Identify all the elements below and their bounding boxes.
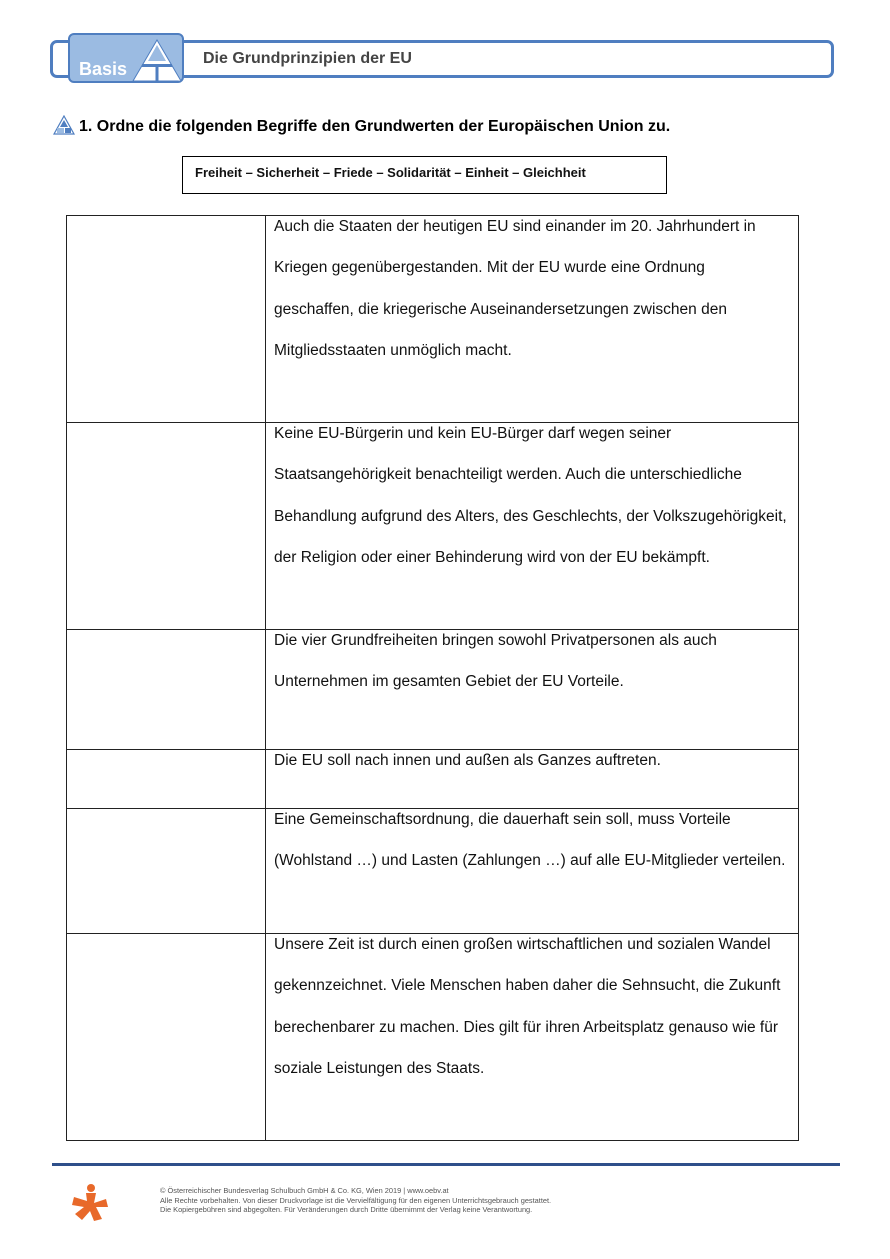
description-cell	[266, 934, 799, 1141]
description-cell	[266, 423, 799, 630]
task-pyramid-icon	[53, 115, 75, 135]
description-text: Die vier Grundfreiheiten bringen sowohl Privatpersonen als auch Unternehmen im gesamten Gebiet der EU Vorteile.	[274, 632, 717, 691]
description-text: Unsere Zeit ist durch einen großen wirtschaftlichen und sozialen Wandel gekennzeichnet. Viele Menschen haben daher die Sehnsucht, die Zukunft berechenbarer zu machen. Dies gilt für ihren Arbeitsplatz genauso wie für soziale Leistungen des Staats.	[274, 936, 781, 1077]
description-cell	[266, 630, 799, 750]
footer-line-2: Alle Rechte vorbehalten. Von dieser Druckvorlage ist die Vervielfältigung für den eigenen Unterrichtsgebrauch gestattet.	[160, 1195, 552, 1205]
pyramid-logo-icon	[130, 37, 184, 83]
description-text: Auch die Staaten der heutigen EU sind einander im 20. Jahrhundert in Kriegen gegenübergestanden. Mit der EU wurde eine Ordnung geschaffen, die kriegerische Auseinandersetzungen zwischen den Mitgliedsstaaten unmöglich macht.	[274, 218, 756, 359]
exercise-table	[66, 215, 799, 1141]
table-row	[67, 630, 799, 750]
description-cell	[266, 216, 799, 423]
task-title: 1. Ordne die folgenden Begriffe den Grundwerten der Europäischen Union zu.	[79, 118, 671, 135]
answer-cell[interactable]	[67, 934, 266, 1141]
description-text: Eine Gemeinschaftsordnung, die dauerhaft sein soll, muss Vorteile (Wohlstand …) und Lasten (Zahlungen …) auf alle EU-Mitglieder verteilen.	[274, 811, 786, 870]
description-text: Keine EU-Bürgerin und kein EU-Bürger darf wegen seiner Staatsangehörigkeit benachteiligt werden. Auch die unterschiedliche Behandlung aufgrund des Alters, des Geschlechts, der Volkszugehörigkeit, der Religion oder einer Behinderung wird von der EU bekämpft.	[274, 425, 787, 566]
page-title: Die Grundprinzipien der EU	[203, 50, 412, 67]
answer-cell[interactable]	[67, 750, 266, 809]
footer-copyright	[160, 1186, 551, 1215]
terms-box	[182, 156, 667, 194]
answer-cell[interactable]	[67, 809, 266, 934]
publisher-logo-icon	[70, 1183, 110, 1223]
table-row	[67, 934, 799, 1141]
footer-line-3: Die Kopiergebühren sind abgegolten. Für Veränderungen durch Dritte übernimmt der Verlag keine Verantwortung.	[160, 1205, 533, 1214]
table-row	[67, 423, 799, 630]
answer-cell[interactable]	[67, 423, 266, 630]
terms-list: Freiheit – Sicherheit – Friede – Solidarität – Einheit – Gleichheit	[195, 165, 586, 180]
table-row	[67, 809, 799, 934]
level-badge	[68, 33, 184, 83]
answer-cell[interactable]	[67, 216, 266, 423]
description-cell	[266, 809, 799, 934]
description-text: Die EU soll nach innen und außen als Ganzes auftreten.	[274, 752, 661, 769]
badge-label: Basis	[79, 59, 128, 79]
table-row	[67, 216, 799, 423]
footer-line-1: © Österreichischer Bundesverlag Schulbuch GmbH & Co. KG, Wien 2019 | www.oebv.at	[160, 1186, 449, 1195]
answer-cell[interactable]	[67, 630, 266, 750]
footer-divider	[52, 1163, 840, 1166]
